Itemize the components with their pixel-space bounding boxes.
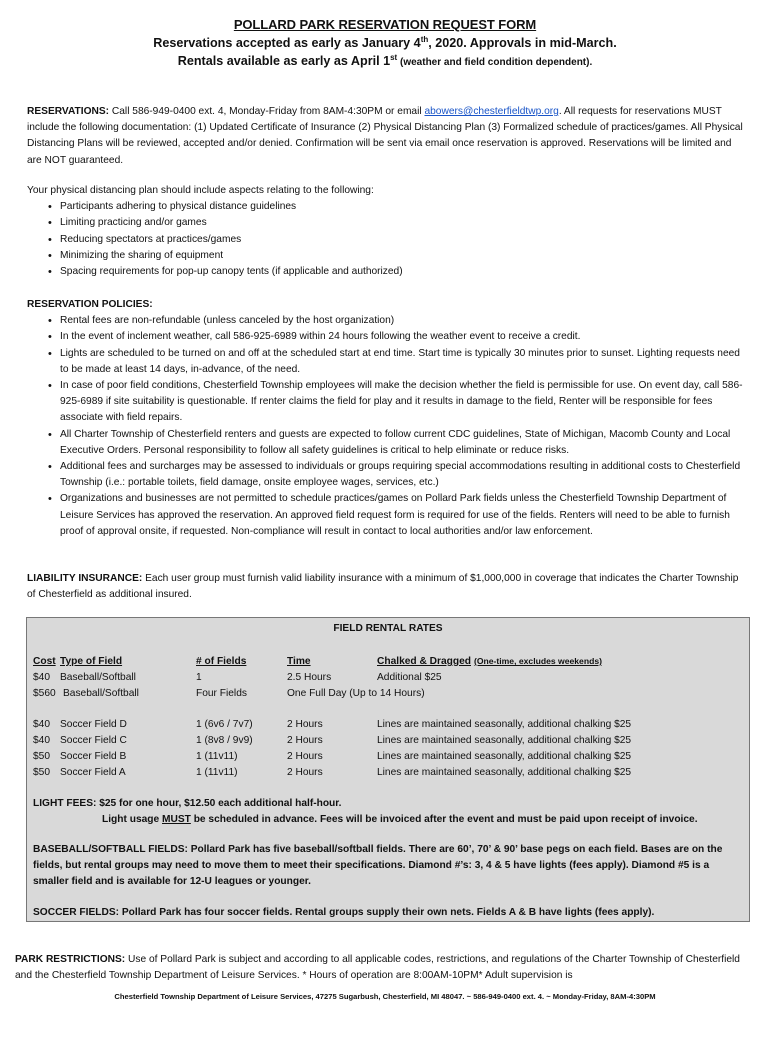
restrictions-text: Use of Pollard Park is subject and according to all applicable codes, restrictions, and regulations of the Charter Township of Chesterfield and the Chesterfield Township Department of Leisure Services. * Hours of operation are 8:00AM-10PM* Adult supervision is bbox=[15, 954, 740, 982]
contact-email-link[interactable]: abowers@chesterfieldtwp.org bbox=[424, 106, 559, 117]
list-item: • Organizations and businesses are not permitted to schedule practices/games on Pollard Park fields unless the Chesterfield Township Department of Leisure Services has approved the reservation. An approved field request form is required for use of the fields. Renters will need to be able to furnish proof of approval onsite, if requested. Non-compliance will result in contact to local authorities and/or law enforcement. bbox=[27, 491, 747, 540]
row-type: Soccer Field D bbox=[60, 719, 127, 731]
row-type: Soccer Field B bbox=[60, 750, 127, 762]
list-item: • Limiting practicing and/or games bbox=[27, 215, 747, 231]
light-fees-post: be scheduled in advance. Fees will be invoiced after the event and must be paid upon receipt of invoice. bbox=[190, 814, 698, 825]
list-item: • Additional fees and surcharges may be assessed to individuals or groups requiring special accommodations resulting in additional costs to Chesterfield Township (i.e.: portable toilets, field damage, onsite employee wages, services, etc.) bbox=[27, 459, 747, 491]
row-cost: $560 bbox=[33, 687, 56, 699]
row-count: 1 bbox=[196, 671, 202, 683]
policies-section bbox=[27, 297, 747, 540]
form-title: POLLARD PARK RESERVATION REQUEST FORM bbox=[233, 17, 537, 32]
rates-title: FIELD RENTAL RATES bbox=[333, 623, 443, 634]
row-count: 1 (6v6 / 7v7) bbox=[196, 719, 253, 731]
row-type: Baseball/Softball bbox=[60, 671, 136, 683]
row-count: Four Fields bbox=[196, 687, 247, 699]
list-item: • Minimizing the sharing of equipment bbox=[27, 248, 747, 264]
list-item: • All Charter Township of Chesterfield renters and guests are expected to follow current CDC guidelines, State of Michigan, Macomb County and Local Executive Orders. Personal responsibility to follow all safety guidelines is critical to help eliminate or reduce risks. bbox=[27, 427, 747, 459]
row-time: 2 Hours bbox=[287, 719, 323, 731]
row-type: Soccer Field A bbox=[60, 766, 126, 778]
light-fees-note bbox=[33, 796, 745, 828]
row-cost: $40 bbox=[33, 671, 50, 683]
row-time: 2 Hours bbox=[287, 766, 323, 778]
row-time: 2 Hours bbox=[287, 734, 323, 746]
row-time: 2 Hours bbox=[287, 750, 323, 762]
list-item: • In the event of inclement weather, call 586-925-6989 within 24 hours following the weather event to receive a credit. bbox=[27, 329, 747, 345]
liability-label: LIABILITY INSURANCE: bbox=[27, 573, 143, 584]
reservations-section bbox=[27, 104, 747, 169]
light-fees-pre: Light usage bbox=[102, 814, 162, 825]
soccer-fields-note: SOCCER FIELDS: Pollard Park has four soccer fields. Rental groups supply their own nets. Fields A & B have lights (fees apply). bbox=[33, 907, 655, 918]
distancing-intro: Your physical distancing plan should include aspects relating to the following: bbox=[27, 185, 374, 196]
row-count: 1 (8v8 / 9v9) bbox=[196, 734, 253, 746]
liability-section bbox=[27, 571, 747, 603]
reservations-text-1: Call 586-949-0400 ext. 4, Monday-Friday from 8AM-4:30PM or email bbox=[109, 106, 425, 117]
park-restrictions-section bbox=[15, 952, 750, 984]
row-count: 1 (11v11) bbox=[196, 766, 238, 778]
field-rental-rates-box bbox=[26, 617, 750, 922]
header-cost: Cost bbox=[33, 656, 56, 667]
header-time: Time bbox=[287, 656, 311, 667]
list-item: • Rental fees are non-refundable (unless canceled by the host organization) bbox=[27, 313, 747, 329]
line2-text: Reservations accepted as early as January 4 bbox=[153, 36, 421, 50]
distancing-section bbox=[27, 183, 747, 280]
header-type: Type of Field bbox=[60, 656, 123, 667]
line2-sup: th bbox=[420, 34, 429, 44]
light-fees-line1: LIGHT FEES: $25 for one hour, $12.50 each additional half-hour. bbox=[33, 798, 342, 809]
row-chalk: Lines are maintained seasonally, additional chalking $25 bbox=[377, 750, 632, 762]
row-type: Soccer Field C bbox=[60, 734, 127, 746]
row-cost: $50 bbox=[33, 766, 50, 778]
header-chalk bbox=[377, 654, 602, 670]
distancing-list bbox=[27, 199, 747, 280]
baseball-fields-note: BASEBALL/SOFTBALL FIELDS: Pollard Park has five baseball/softball fields. There are 60’, 70’ & 90’ base pegs on each field. Bases are on the fields, but rental groups may need to move them to meet their specifications. Diamond #’s: 3, 4 & 5 have lights (fees apply). Diamond #5 is a smaller field and is available for 12-U leagues or younger. bbox=[33, 844, 723, 887]
header-chalk-label: Chalked & Dragged bbox=[377, 656, 471, 667]
policies-list bbox=[27, 313, 747, 540]
row-time: One Full Day (Up to 14 Hours) bbox=[287, 687, 425, 699]
row-cost: $40 bbox=[33, 734, 50, 746]
row-type: Baseball/Softball bbox=[63, 687, 139, 699]
restrictions-label: PARK RESTRICTIONS: bbox=[15, 954, 126, 965]
row-chalk: Lines are maintained seasonally, additional chalking $25 bbox=[377, 766, 632, 778]
policies-label: RESERVATION POLICIES: bbox=[27, 299, 153, 310]
light-fees-must: MUST bbox=[162, 814, 191, 825]
list-item: • Spacing requirements for pop-up canopy tents (if applicable and authorized) bbox=[27, 264, 747, 280]
row-chalk: Lines are maintained seasonally, additional chalking $25 bbox=[377, 719, 632, 731]
rentals-available-line bbox=[0, 54, 770, 68]
header-chalk-note: (One-time, excludes weekends) bbox=[473, 656, 602, 666]
line3-sup: st bbox=[390, 52, 398, 62]
page-footer: Chesterfield Township Department of Leisure Services, 47275 Sugarbush, Chesterfield, MI 48047. ~ 586-949-0400 ext. 4. ~ Monday-Friday, 8AM-4:30PM bbox=[114, 992, 656, 1001]
reservations-text-2: . All requests for reservations MUST include the following documentation: (1) Updated Certificate of Insurance (2) Physical Distancing Plan (3) Formalized schedule of practices/games. All Physical Distancing Plans will be reviewed, accepted and/or denied. Confirmation will be sent via email once reservation is approved. Reservations will be limited and are NOT guaranteed. bbox=[27, 106, 743, 166]
row-chalk: Additional $25 bbox=[377, 671, 442, 683]
list-item: • Lights are scheduled to be turned on and off at the scheduled start at end time. Start time is typically 30 minutes prior to sunset. Lighting requests need to be made at least 14 days, in-advance, of the need. bbox=[27, 346, 747, 378]
line3-note: (weather and field condition dependent). bbox=[397, 57, 593, 68]
liability-text: Each user group must furnish valid liability insurance with a minimum of $1,000,000 in coverage that indicates the Charter Township of Chesterfield as additional insured. bbox=[27, 573, 739, 601]
row-time: 2.5 Hours bbox=[287, 671, 332, 683]
light-fees-line2 bbox=[33, 812, 745, 828]
reservations-accepted-line bbox=[0, 36, 770, 50]
line3-text: Rentals available as early as April 1 bbox=[177, 54, 391, 68]
row-chalk: Lines are maintained seasonally, additional chalking $25 bbox=[377, 734, 632, 746]
row-count: 1 (11v11) bbox=[196, 750, 238, 762]
row-cost: $50 bbox=[33, 750, 50, 762]
list-item: • In case of poor field conditions, Chesterfield Township employees will make the decision whether the field is permissible for use. On event day, call 586-925-6989 if site suitability is questionable. If renter claims the field for play and it results in damage to the field, Renter will be responsible for fees associate with field repairs. bbox=[27, 378, 747, 427]
line2-end: , 2020. Approvals in mid-March. bbox=[428, 36, 617, 50]
header-count: # of Fields bbox=[196, 656, 247, 667]
reservations-label: RESERVATIONS: bbox=[27, 106, 110, 117]
list-item: • Reducing spectators at practices/games bbox=[27, 232, 747, 248]
form-header bbox=[0, 17, 770, 68]
row-cost: $40 bbox=[33, 719, 50, 731]
list-item: • Participants adhering to physical distance guidelines bbox=[27, 199, 747, 215]
